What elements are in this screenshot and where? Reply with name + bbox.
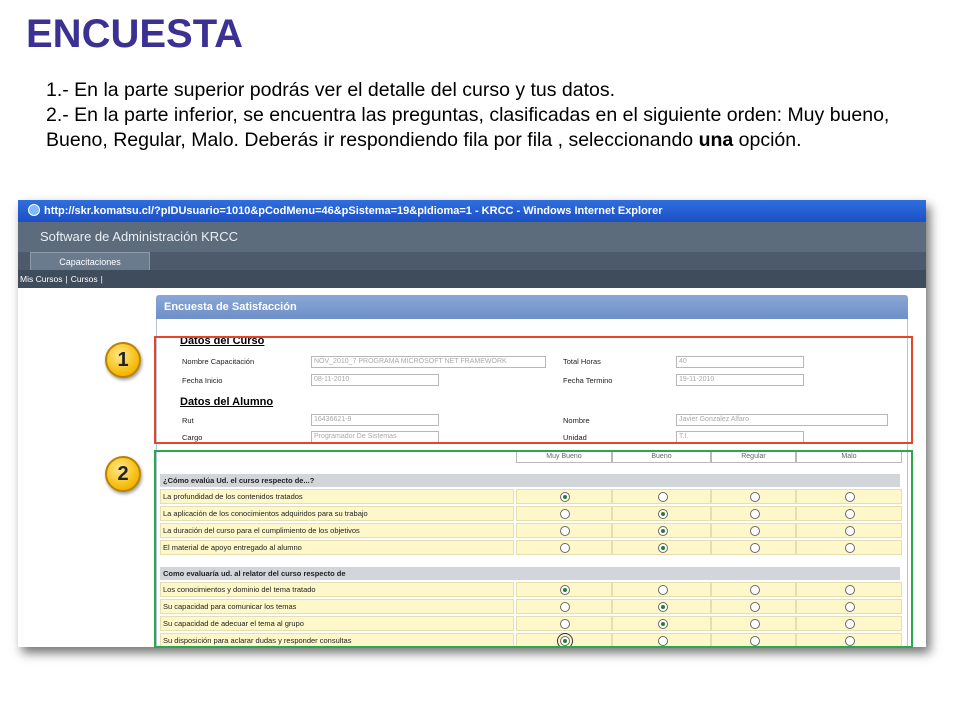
total-hours-label: Total Horas (563, 357, 601, 366)
end-date-field[interactable]: 19-11-2010 (676, 374, 804, 386)
unit-label: Unidad (563, 433, 587, 442)
ie-icon (28, 204, 40, 216)
question-label: El material de apoyo entregado al alumno (160, 540, 514, 555)
question-label: La profundidad de los contenidos tratados (160, 489, 514, 504)
instruction-line-2-text: 2.- En la parte inferior, se encuentra las preguntas, clasificadas en el siguiente orden: Muy bueno, Bueno, Regular, Malo. Deberás ir respondiendo fila por fila , seleccionando (46, 104, 890, 151)
col-regular: Regular (711, 451, 796, 463)
course-data-heading: Datos del Curso (180, 335, 265, 347)
question-label: Su capacidad para comunicar los temas (160, 599, 514, 614)
browser-title-bar (18, 200, 926, 222)
unit-field[interactable]: T.I. (676, 431, 804, 443)
question-group-header: Como evaluaría ud. al relator del curso respecto de (160, 567, 900, 580)
instruction-line-2 (46, 103, 906, 153)
name-label: Nombre (563, 416, 590, 425)
step-badge-2: 2 (105, 456, 141, 492)
course-info-highlight (154, 336, 913, 444)
name-field[interactable]: Javier Gonzalez Alfaro (676, 414, 888, 426)
instruction-line-2-end: opción. (733, 129, 802, 151)
questions-highlight (154, 450, 913, 648)
question-label: Su capacidad de adecuar el tema al grupo (160, 616, 514, 631)
rut-field[interactable]: 16436621-9 (311, 414, 439, 426)
question-label: La aplicación de los conocimientos adquiridos para su trabajo (160, 506, 514, 521)
rut-label: Rut (182, 416, 194, 425)
nav-cursos[interactable]: Cursos (70, 274, 98, 284)
browser-window-title: http://skr.komatsu.cl/?pIDUsuario=1010&pCodMenu=46&pSistema=19&pIdioma=1 - KRCC - Windows Internet Explorer (44, 205, 663, 217)
instructions (46, 78, 906, 153)
start-date-field[interactable]: 08-11-2010 (311, 374, 439, 386)
col-bueno: Bueno (612, 451, 711, 463)
tab-capacitaciones[interactable]: Capacitaciones (30, 252, 150, 270)
course-name-field[interactable]: NOV_2010_7 PROGRAMA MICROSOFT NET FRAMEWORK (311, 356, 546, 368)
nav-separator: | (100, 274, 103, 284)
question-label: La duración del curso para el cumplimiento de los objetivos (160, 523, 514, 538)
nav-separator: | (65, 274, 68, 284)
app-header: Software de Administración KRCC (18, 222, 926, 252)
nav-mis-cursos[interactable]: Mis Cursos (20, 274, 63, 284)
nav-bar (18, 270, 926, 288)
total-hours-field[interactable]: 40 (676, 356, 804, 368)
instruction-line-1: 1.- En la parte superior podrás ver el detalle del curso y tus datos. (46, 79, 616, 101)
position-label: Cargo (182, 433, 203, 442)
col-muy-bueno: Muy Bueno (516, 451, 612, 463)
slide-title: ENCUESTA (26, 12, 244, 56)
tab-strip (18, 252, 926, 270)
end-date-label: Fecha Termino (563, 376, 613, 385)
student-data-heading: Datos del Alumno (180, 396, 274, 408)
start-date-label: Fecha Inicio (182, 376, 223, 385)
question-label: Su disposición para aclarar dudas y responder consultas (160, 633, 514, 647)
instruction-emphasis: una (698, 129, 734, 151)
course-name-label: Nombre Capacitación (182, 357, 255, 366)
question-label: Los conocimientos y dominio del tema tratado (160, 582, 514, 597)
col-malo: Malo (796, 451, 902, 463)
position-field[interactable]: Programador De Sistemas (311, 431, 439, 443)
question-group-header: ¿Cómo evalúa Ud. el curso respecto de...? (160, 474, 900, 487)
survey-header: Encuesta de Satisfacción (156, 295, 908, 319)
step-badge-1: 1 (105, 342, 141, 378)
